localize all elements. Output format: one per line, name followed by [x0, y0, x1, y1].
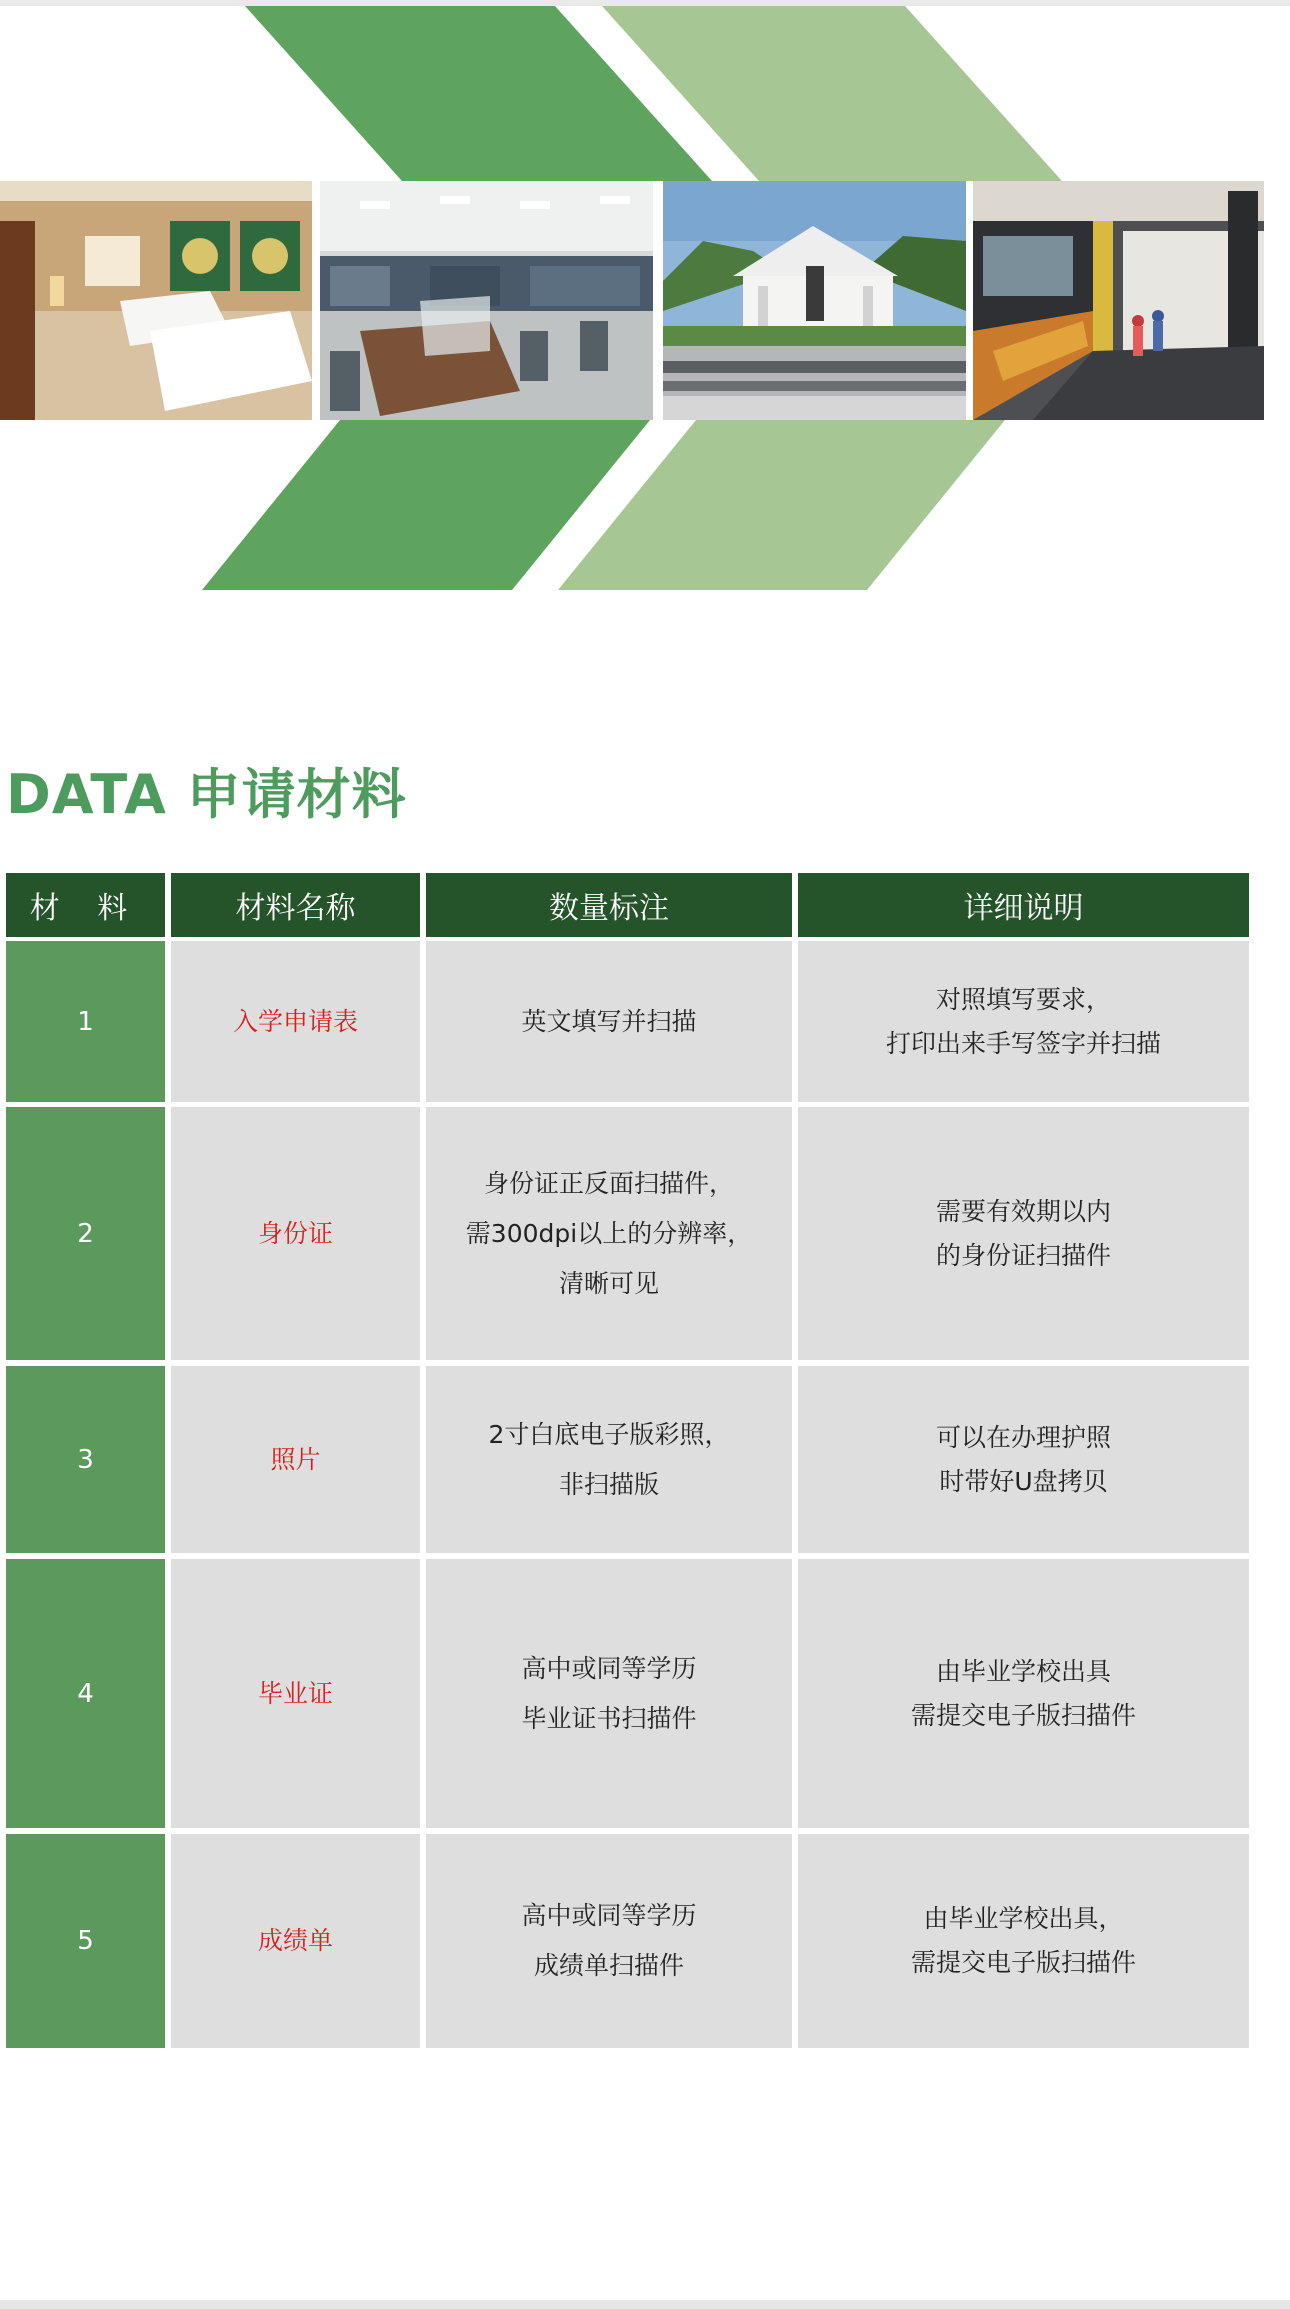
detail-line: 可以在办理护照 — [935, 1422, 1111, 1452]
quantity-note — [426, 941, 792, 1102]
header-material-name: 材料名称 — [171, 873, 420, 937]
quantity-line: 需300dpi以上的分辨率， — [465, 1218, 753, 1248]
material-name-text: 毕业证 — [257, 1678, 333, 1708]
detail-line: 需提交电子版扫描件 — [910, 1948, 1136, 1977]
material-name — [171, 1366, 420, 1553]
detail-line: 需提交电子版扫描件 — [910, 1700, 1136, 1730]
bottom-divider — [0, 2300, 1290, 2309]
detail-line: 时带好U盘拷贝 — [939, 1466, 1108, 1496]
detail-line: 由毕业学校出具 — [935, 1656, 1111, 1686]
quantity-line: 英文填写并扫描 — [521, 1006, 697, 1036]
campus-monument-photo — [663, 181, 966, 420]
material-name — [171, 1834, 420, 2048]
quantity-line: 2寸白底电子版彩照， — [488, 1419, 730, 1449]
detail-line: 对照填写要求， — [935, 984, 1111, 1014]
row-index: 4 — [6, 1559, 165, 1828]
detail-line: 打印出来手写签字并扫描 — [885, 1028, 1161, 1058]
quantity-note — [426, 1559, 792, 1828]
material-name-text: 照片 — [270, 1444, 321, 1474]
material-name — [171, 1107, 420, 1360]
library-photo — [320, 181, 653, 420]
detail-note — [798, 1107, 1249, 1360]
quantity-line: 非扫描版 — [558, 1469, 659, 1499]
header-detail: 详细说明 — [798, 873, 1249, 937]
quantity-line: 高中或同等学历 — [521, 1901, 697, 1930]
material-name-text: 入学申请表 — [232, 1006, 358, 1036]
detail-note — [798, 1366, 1249, 1553]
quantity-line: 高中或同等学历 — [521, 1653, 697, 1683]
quantity-note — [426, 1366, 792, 1553]
hotel-room-photo — [0, 181, 312, 420]
detail-line: 需要有效期以内 — [935, 1196, 1111, 1226]
header-material: 材 料 — [6, 873, 165, 937]
detail-note — [798, 941, 1249, 1102]
material-name-text: 身份证 — [257, 1218, 333, 1248]
row-index: 3 — [6, 1366, 165, 1553]
canteen-photo — [973, 181, 1264, 420]
material-name — [171, 1559, 420, 1828]
material-name-text: 成绩单 — [257, 1926, 333, 1955]
detail-note — [798, 1559, 1249, 1828]
section-heading: DATA 申请材料 — [6, 763, 407, 826]
header-quantity-note: 数量标注 — [426, 873, 792, 937]
quantity-line: 清晰可见 — [558, 1268, 659, 1298]
detail-line: 的身份证扫描件 — [935, 1240, 1111, 1270]
material-name — [171, 941, 420, 1102]
quantity-line: 成绩单扫描件 — [533, 1951, 684, 1980]
row-index: 5 — [6, 1834, 165, 2048]
row-index: 2 — [6, 1107, 165, 1360]
quantity-note — [426, 1834, 792, 2048]
detail-note — [798, 1834, 1249, 2048]
detail-line: 由毕业学校出具， — [923, 1904, 1124, 1933]
quantity-line: 身份证正反面扫描件， — [483, 1168, 734, 1198]
row-index: 1 — [6, 941, 165, 1102]
quantity-note — [426, 1107, 792, 1360]
quantity-line: 毕业证书扫描件 — [521, 1703, 697, 1733]
